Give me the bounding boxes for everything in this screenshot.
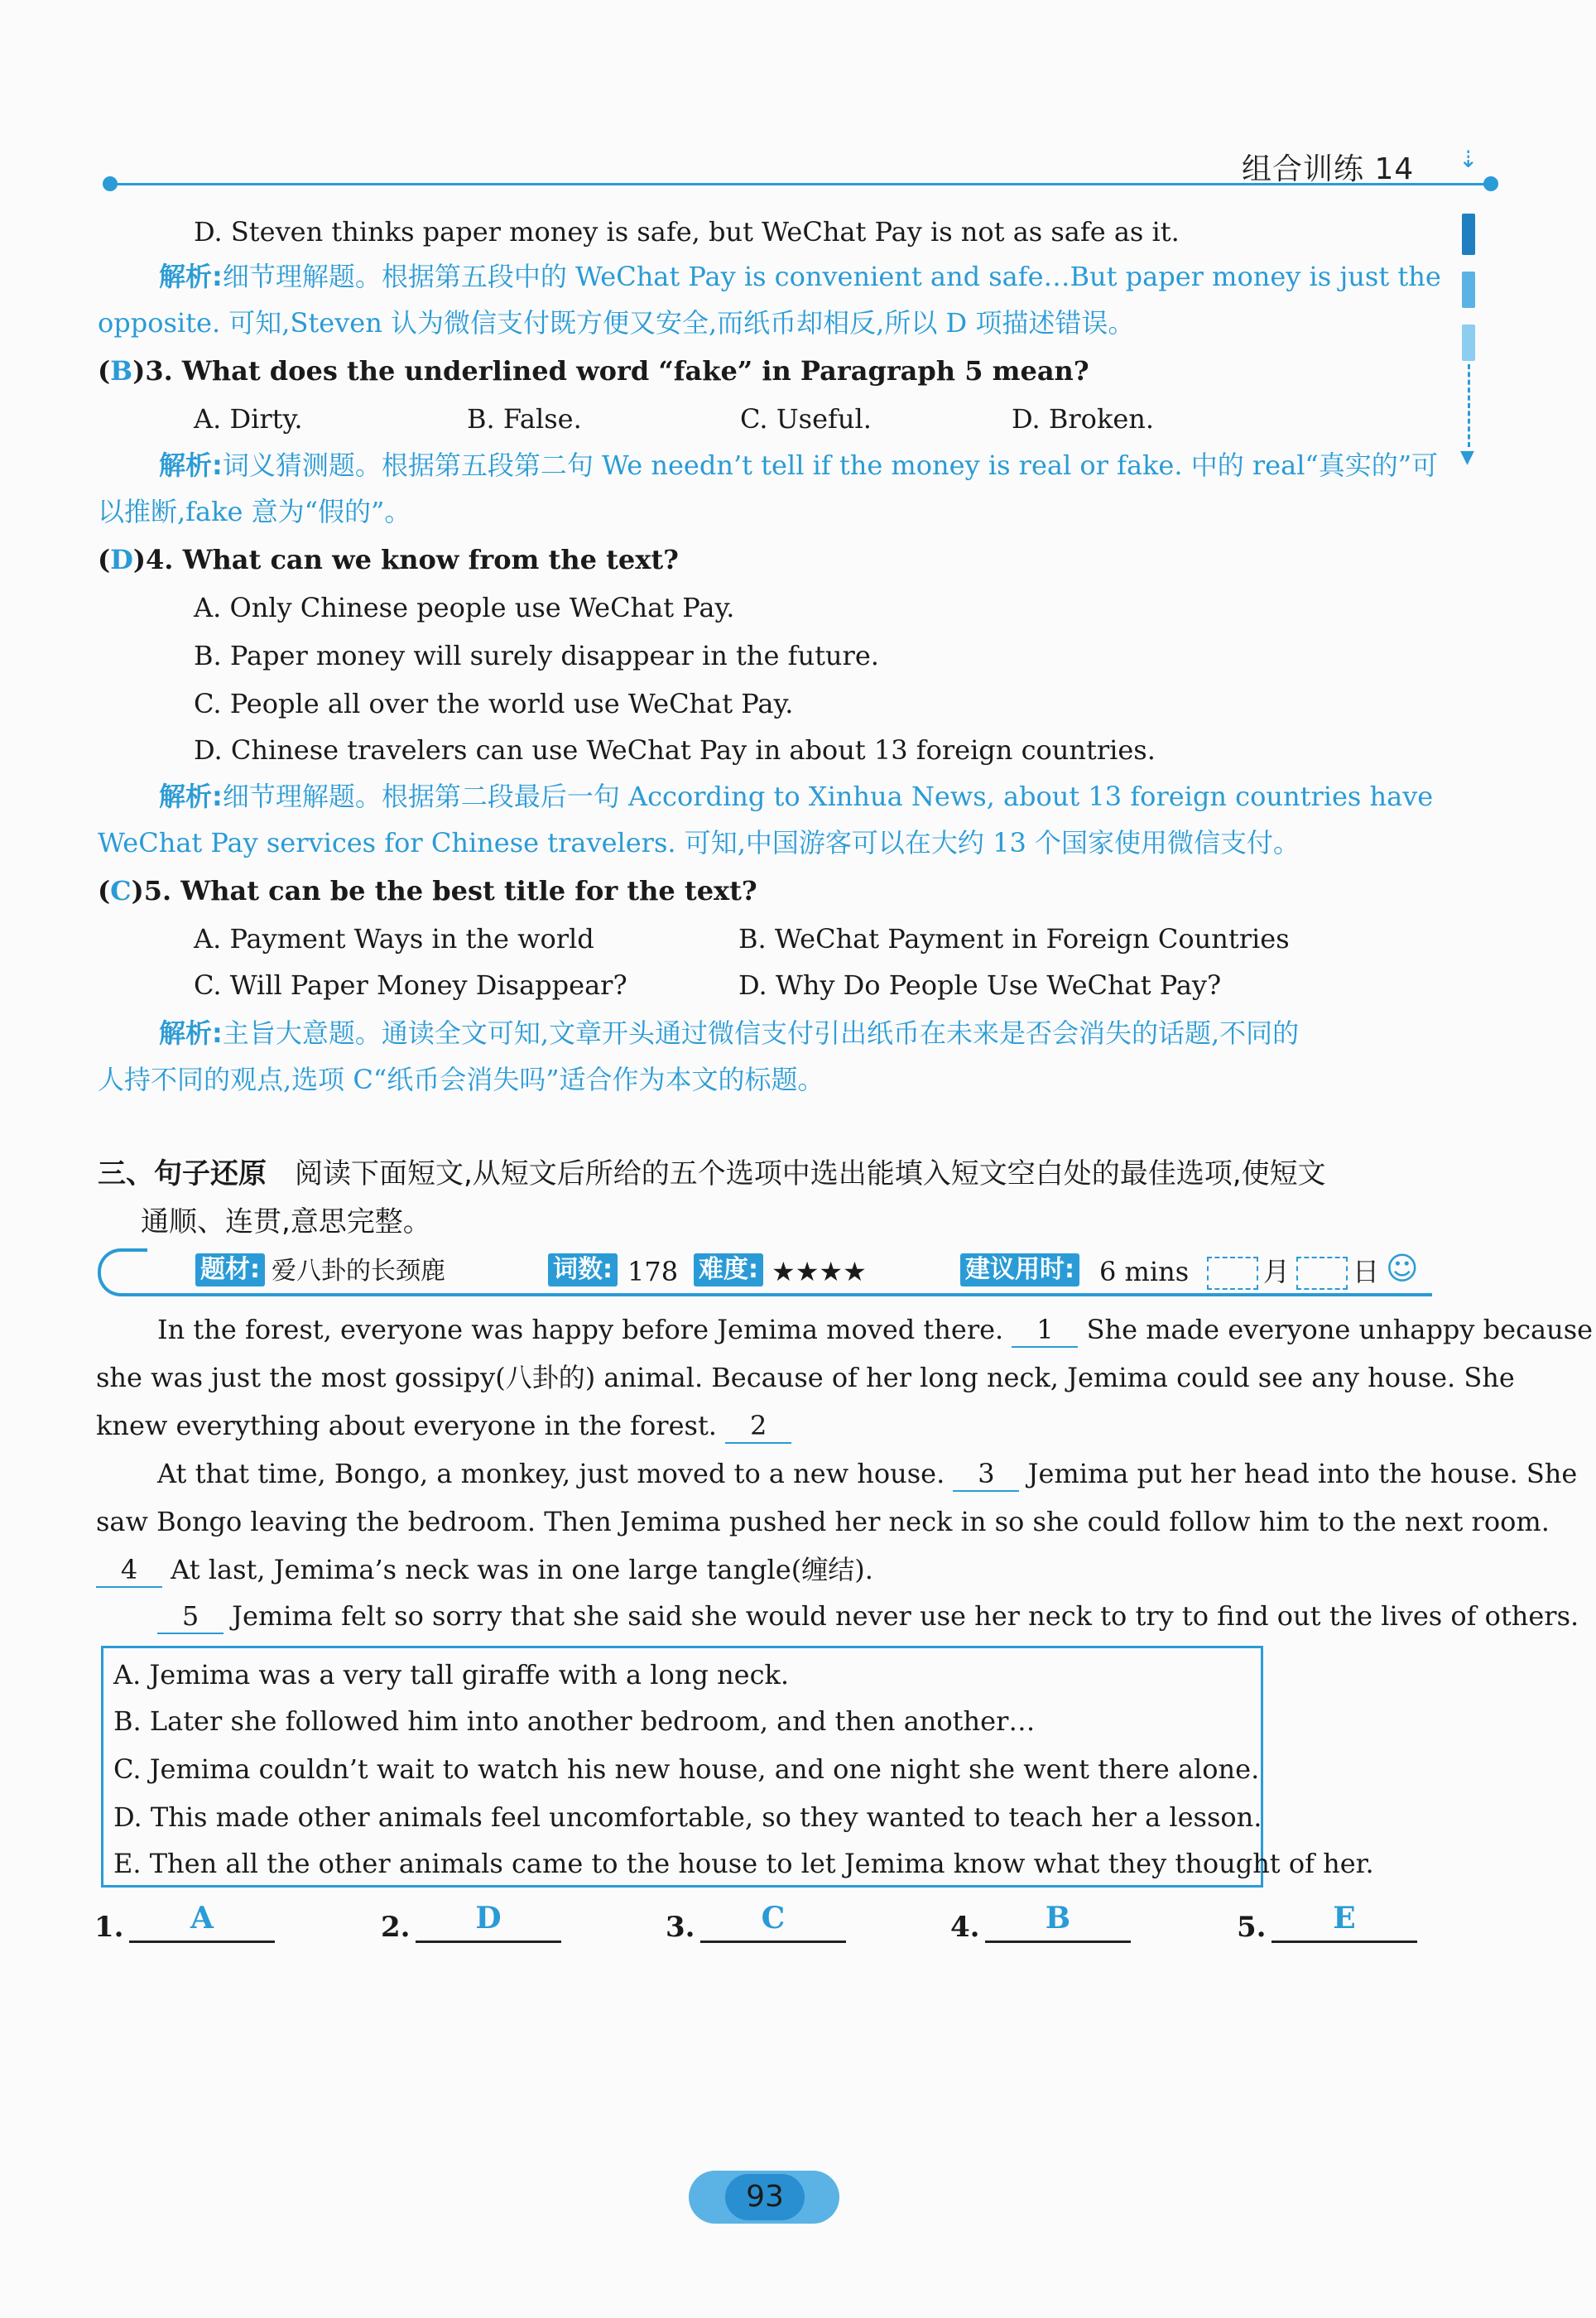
day-box[interactable] bbox=[1296, 1257, 1348, 1290]
topic-value: 爱八卦的长颈鹿 bbox=[272, 1257, 445, 1286]
option-item: C. Jemima couldn’t wait to watch his new house, and one night she went there alone. bbox=[113, 1753, 1260, 1785]
answer-blank[interactable]: B bbox=[985, 1896, 1131, 1943]
paren: ( bbox=[98, 875, 111, 907]
option-b: B. Paper money will surely disappear in the future. bbox=[194, 640, 879, 671]
passage-line bbox=[157, 1599, 1579, 1634]
question-stem bbox=[98, 543, 679, 576]
answer-mark: C bbox=[110, 875, 132, 907]
explanation-line bbox=[159, 260, 1441, 293]
arrow-down-icon: ▼ bbox=[1460, 447, 1474, 468]
banner-hook bbox=[98, 1248, 147, 1296]
passage-line bbox=[96, 1409, 791, 1444]
question-text: )5. What can be the best title for the text? bbox=[131, 875, 757, 907]
answer-blank[interactable]: A bbox=[129, 1896, 275, 1943]
passage-line bbox=[157, 1313, 1593, 1348]
question-text: )4. What can we know from the text? bbox=[132, 544, 679, 575]
passage-line bbox=[157, 1457, 1577, 1492]
passage-text: In the forest, everyone was happy before Jemima moved there. bbox=[157, 1314, 1004, 1345]
difficulty-tag: 难度: bbox=[694, 1253, 763, 1286]
blank-2[interactable]: 2 bbox=[725, 1409, 791, 1444]
side-dashed-line bbox=[1468, 364, 1470, 447]
option-text: D. Steven thinks paper money is safe, but WeChat Pay is not as safe as it. bbox=[194, 216, 1180, 248]
options-box bbox=[101, 1646, 1374, 1888]
month-box[interactable] bbox=[1207, 1257, 1258, 1290]
option-c: C. Useful. bbox=[740, 403, 872, 435]
passage-text: she was just the most gossipy(八卦的) animal. Because of her long neck, Jemima could see any house. She bbox=[96, 1362, 1515, 1393]
option-item: B. Later she followed him into another bedroom, and then another… bbox=[113, 1705, 1036, 1737]
answer-blank[interactable]: C bbox=[700, 1896, 846, 1943]
header-dot-right bbox=[1483, 176, 1498, 191]
option-c: C. People all over the world use WeChat Pay. bbox=[194, 688, 794, 719]
explanation-text: 人持不同的观点,选项 C“纸币会消失吗”适合作为本文的标题。 bbox=[98, 1064, 824, 1095]
words-value: 178 bbox=[627, 1256, 679, 1287]
answer-blank[interactable]: E bbox=[1272, 1896, 1417, 1943]
section-instructions: 阅读下面短文,从短文后所给的五个选项中选出能填入短文空白处的最佳选项,使短文 bbox=[295, 1157, 1326, 1190]
smiley-icon: ☺ bbox=[1386, 1250, 1419, 1286]
answer-number: 5. bbox=[1237, 1911, 1267, 1944]
question-text: )3. What does the underlined word “fake” in Paragraph 5 mean? bbox=[132, 355, 1089, 387]
explanation-text: 细节理解题。根据第五段中的 WeChat Pay is convenient and safe…But paper money is just the bbox=[222, 261, 1441, 292]
passage-text: At that time, Bongo, a monkey, just moved to a new house. bbox=[157, 1458, 945, 1489]
option-c: C. Will Paper Money Disappear? bbox=[194, 969, 627, 1001]
option-d: D. Why Do People Use WeChat Pay? bbox=[738, 969, 1222, 1001]
passage-text: saw Bongo leaving the bedroom. Then Jemima pushed her neck in so she could follow him to the next room. bbox=[96, 1506, 1550, 1537]
passage-text: At last, Jemima’s neck was in one large tangle(缠结). bbox=[171, 1554, 873, 1585]
banner-rule bbox=[146, 1293, 1432, 1296]
answer-number: 1. bbox=[94, 1911, 124, 1944]
option-a: A. Payment Ways in the world bbox=[194, 923, 594, 955]
difficulty-stars: ★★★★ bbox=[772, 1256, 867, 1287]
explanation-line bbox=[159, 780, 1433, 813]
paren: ( bbox=[98, 544, 111, 575]
answer-number: 2. bbox=[381, 1911, 411, 1944]
explanation-text: opposite. 可知,Steven 认为微信支付既方便又安全,而纸币却相反,所以 D 项描述错误。 bbox=[98, 307, 1135, 339]
question-stem bbox=[98, 874, 757, 907]
explanation-line bbox=[159, 449, 1438, 482]
passage-text: She made everyone unhappy because bbox=[1086, 1314, 1594, 1345]
blank-5[interactable]: 5 bbox=[157, 1599, 224, 1634]
day-label: 日 bbox=[1353, 1256, 1380, 1287]
side-progress-bar bbox=[1462, 272, 1475, 308]
option-a: A. Only Chinese people use WeChat Pay. bbox=[194, 592, 735, 623]
answer-number: 3. bbox=[666, 1911, 695, 1944]
question-stem bbox=[98, 354, 1089, 387]
explanation-text: 以推断,fake 意为“假的”。 bbox=[98, 496, 411, 527]
explanation-text: 主旨大意题。通读全文可知,文章开头通过微信支付引出纸币在未来是否会消失的话题,不同的 bbox=[222, 1017, 1300, 1049]
blank-3[interactable]: 3 bbox=[953, 1457, 1019, 1492]
passage-text: Jemima put her head into the house. She bbox=[1027, 1458, 1578, 1489]
page-number: 93 bbox=[725, 2174, 805, 2220]
option-b: B. WeChat Payment in Foreign Countries bbox=[738, 923, 1290, 955]
section-instructions: 通顺、连贯,意思完整。 bbox=[141, 1205, 431, 1238]
answer-mark: B bbox=[110, 355, 133, 387]
words-tag: 词数: bbox=[548, 1253, 618, 1286]
option-item: D. This made other animals feel uncomfortable, so they wanted to teach her a lesson. bbox=[113, 1801, 1262, 1833]
explanation-text: 细节理解题。根据第二段最后一句 According to Xinhua News, about 13 foreign countries have bbox=[222, 781, 1434, 812]
option-a: A. Dirty. bbox=[194, 403, 303, 435]
paren: ( bbox=[98, 355, 111, 387]
header-dot-left bbox=[103, 176, 118, 191]
explanation-text: 词义猜测题。根据第五段第二句 We needn’t tell if the money is real or fake. 中的 real“真实的”可 bbox=[222, 450, 1439, 481]
passage-text: knew everything about everyone in the forest. bbox=[96, 1410, 717, 1441]
section-heading-line bbox=[98, 1157, 1326, 1190]
explanation-line bbox=[159, 1017, 1299, 1050]
side-progress-bar bbox=[1462, 214, 1475, 255]
answer-number: 4. bbox=[950, 1911, 980, 1944]
option-item: A. Jemima was a very tall giraffe with a long neck. bbox=[113, 1659, 790, 1690]
time-tag: 建议用时: bbox=[960, 1253, 1079, 1286]
passage-text: Jemima felt so sorry that she said she would never use her neck to try to find out the lives of others. bbox=[232, 1600, 1579, 1632]
option-b: B. False. bbox=[467, 403, 582, 435]
option-d: D. Chinese travelers can use WeChat Pay in about 13 foreign countries. bbox=[194, 734, 1156, 766]
page-title: 组合训练 14 bbox=[1242, 152, 1415, 186]
explanation-label: 解析: bbox=[159, 781, 223, 812]
time-value: 6 mins bbox=[1099, 1256, 1190, 1287]
topic-tag: 题材: bbox=[195, 1253, 265, 1286]
blank-4[interactable]: 4 bbox=[96, 1553, 162, 1588]
section-heading: 三、句子还原 bbox=[98, 1157, 267, 1190]
explanation-label: 解析: bbox=[159, 1017, 223, 1049]
option-d: D. Broken. bbox=[1012, 403, 1155, 435]
blank-1[interactable]: 1 bbox=[1012, 1313, 1078, 1348]
side-progress-bar bbox=[1462, 325, 1475, 361]
explanation-text: WeChat Pay services for Chinese travelers. 可知,中国游客可以在大约 13 个国家使用微信支付。 bbox=[98, 827, 1300, 858]
answer-blank[interactable]: D bbox=[416, 1896, 561, 1943]
passage-line bbox=[96, 1553, 873, 1588]
option-item: E. Then all the other animals came to the house to let Jemima know what they thought of her. bbox=[113, 1848, 1374, 1879]
month-label: 月 bbox=[1263, 1256, 1291, 1287]
explanation-label: 解析: bbox=[159, 450, 223, 481]
answer-mark: D bbox=[110, 544, 133, 575]
topic-banner bbox=[98, 1248, 1432, 1296]
arrow-down-icon: ⇣ bbox=[1459, 146, 1478, 173]
explanation-label: 解析: bbox=[159, 261, 223, 292]
